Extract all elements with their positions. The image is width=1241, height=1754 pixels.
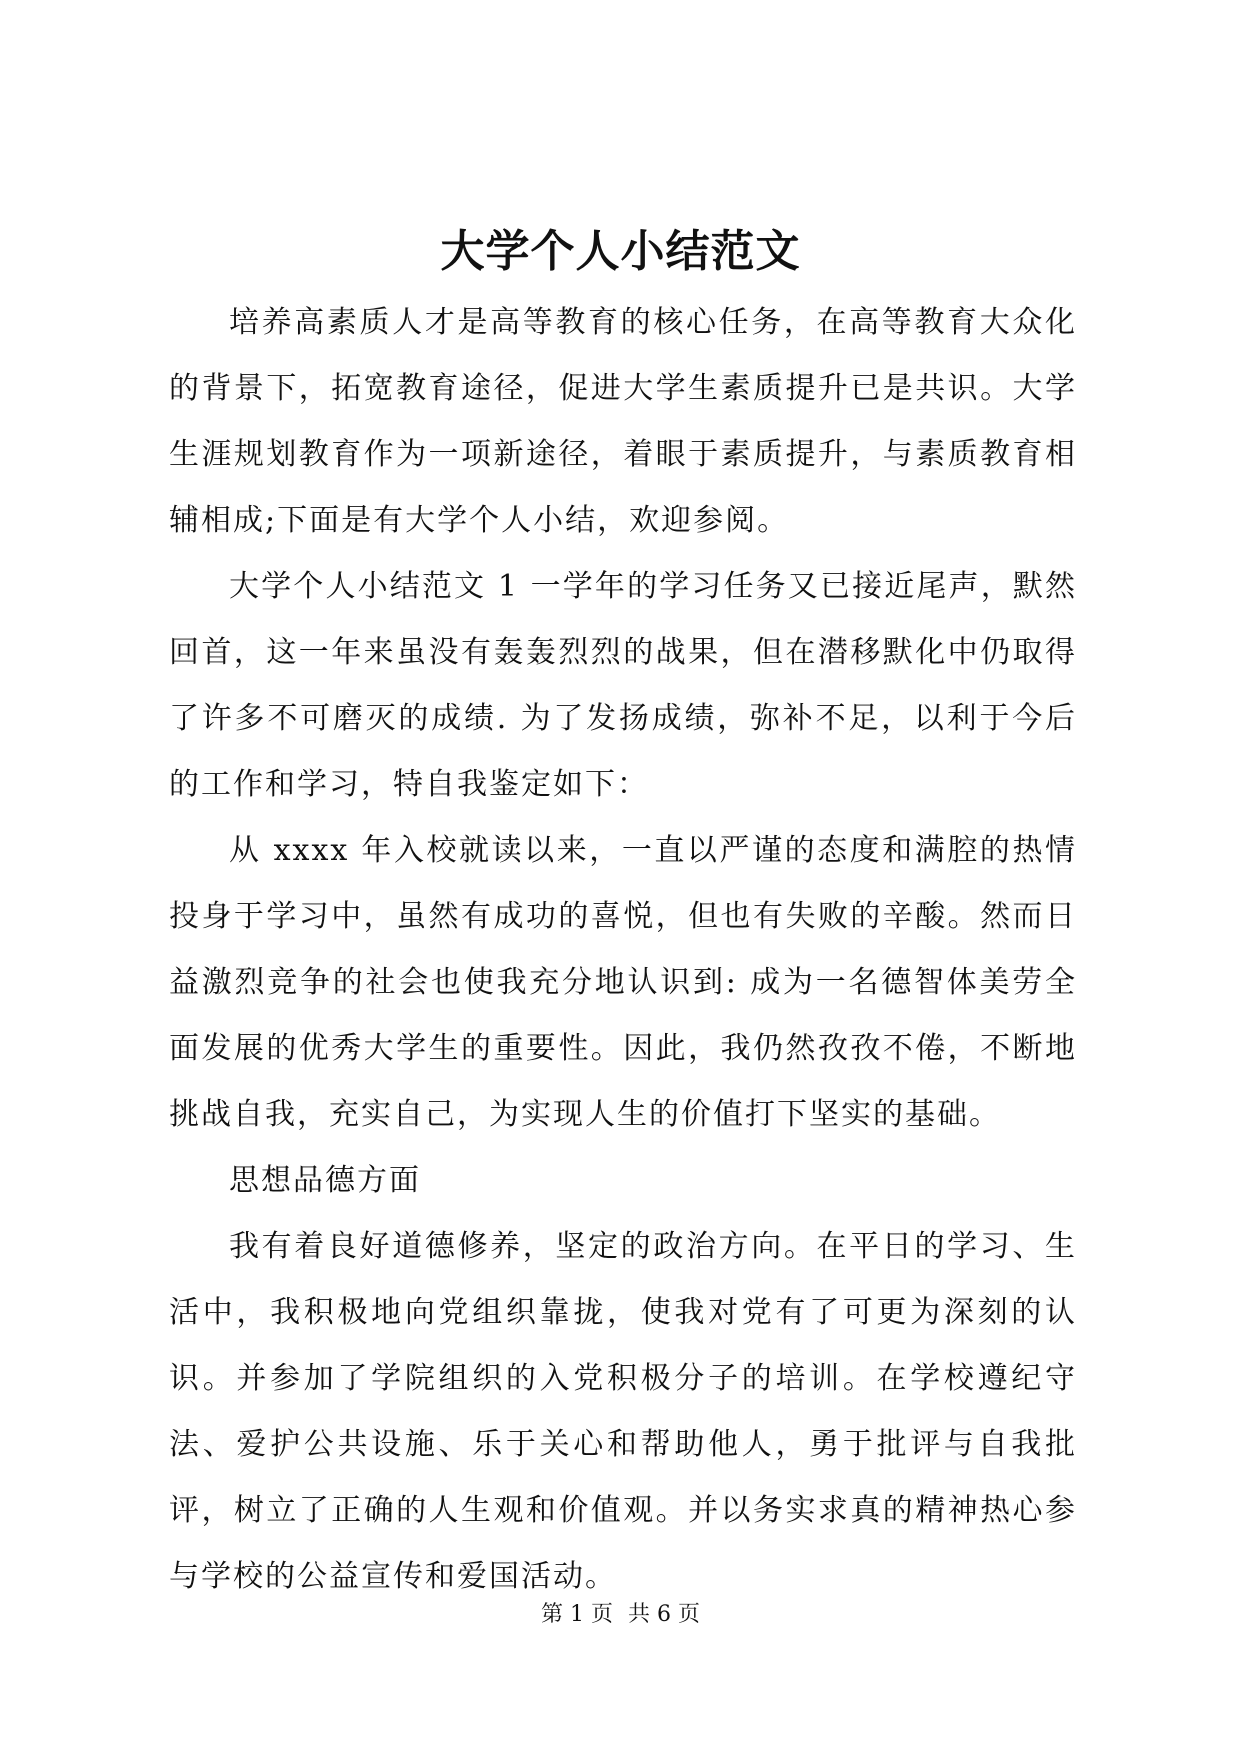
page-number: 第 1 页 — [541, 1602, 613, 1627]
document-body — [169, 290, 1077, 1610]
paragraph-moral: 我有着良好道德修养，坚定的政治方向。在平日的学习、生活中，我积极地向党组织靠拢，使我对党有了可更为深刻的认识。并参加了学院组织的入党积极分子的培训。在学校遵纪守法、爱护公共设施、乐于关心和帮助他人，勇于批评与自我批评，树立了正确的人生观和价值观。并以务实求真的精神热心参与学校的公益宣传和爱国活动。 — [169, 1229, 1077, 1594]
paragraph-intro: 培养高素质人才是高等教育的核心任务，在高等教育大众化的背景下，拓宽教育途径，促进大学生素质提升已是共识。大学生涯规划教育作为一项新途径，着眼于素质提升，与素质教育相辅相成;下面是有大学个人小结，欢迎参阅。 — [169, 305, 1077, 538]
page-total: 共 6 页 — [628, 1602, 700, 1627]
paragraph-enrollment: 从 xxxx 年入校就读以来，一直以严谨的态度和满腔的热情投身于学习中，虽然有成功的喜悦，但也有失败的辛酸。然而日益激烈竞争的社会也使我充分地认识到: 成为一名德智体美劳全面发展的优秀大学生的重要性。因此，我仍然孜孜不倦，不断地挑战自我，充实自己，为实现人生的价值打下坚实的基础。 — [169, 833, 1077, 1132]
document-title: 大学个人小结范文 — [440, 226, 801, 277]
page-footer — [0, 1600, 1241, 1630]
section-heading-moral: 思想品德方面 — [229, 1163, 421, 1198]
paragraph-sample-1: 大学个人小结范文 1 一学年的学习任务又已接近尾声，默然回首，这一年来虽没有轰轰烈烈的战果，但在潜移默化中仍取得了许多不可磨灭的成绩. 为了发扬成绩，弥补不足，以利于今后的工作和学习，特自我鉴定如下： — [169, 569, 1077, 802]
